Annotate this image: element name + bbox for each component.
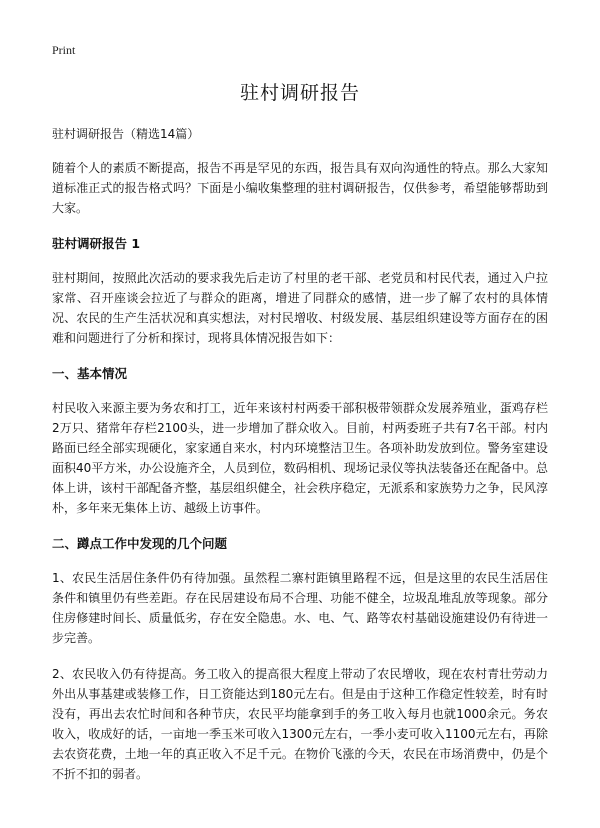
report-heading: 驻村调研报告 1 xyxy=(52,236,141,251)
document-title: 驻村调研报告 xyxy=(239,82,360,104)
section-2-paragraph-2: 2、农民收入仍有待提高。务工收入的提高很大程度上带动了农民增收，现在农村青壮劳动力外出从事基建或装修工作，日工资能达到180元左右。但是由于这种工作稳定性较差，时有时没有，再出去农忙时间和各种节庆，农民平均能拿到手的务工收入每月也就1000余元。务农收入，收成好的话，一亩地一季玉米可收入1300元左右，一季小麦可收入1100元左右，再除去农资花费，土地一年的真正收入不足千元。在物价飞涨的今天，农民在市场消费中，仍是个不折不扣的弱者。 xyxy=(52,667,548,781)
print-label[interactable]: Print xyxy=(52,43,76,57)
document-subtitle: 驻村调研报告（精选14篇） xyxy=(52,127,200,141)
intro-paragraph: 随着个人的素质不断提高，报告不再是罕见的东西，报告具有双向沟通性的特点。那么大家知道标准正式的报告格式吗？下面是小编收集整理的驻村调研报告，仅供参考，希望能够帮助到大家。 xyxy=(52,161,548,215)
report-intro-paragraph: 驻村期间，按照此次活动的要求我先后走访了村里的老干部、老党员和村民代表，通过入户拉家常、召开座谈会拉近了与群众的距离，增进了同群众的感情，进一步了解了农村的具体情况、农民的生产生活状况和真实想法，对村民增收、村级发展、基层组织建设等方面存在的困难和问题进行了分析和探讨，现将具体情况报告如下： xyxy=(52,271,548,345)
section-2-heading: 二、蹲点工作中发现的几个问题 xyxy=(52,536,228,551)
section-1-heading: 一、基本情况 xyxy=(52,366,128,381)
section-1-paragraph: 村民收入来源主要为务农和打工，近年来该村村两委干部积极带领群众发展养殖业，蛋鸡存栏2万只、猪常年存栏2100头，进一步增加了群众收入。目前，村两委班子共有7名干部。村内路面已经全部实现硬化，家家通自来水，村内环境整洁卫生。各项补助发放到位。警务室建设面积40平方米，办公设施齐全，人员到位，数码相机、现场记录仪等执法装备还在配备中。总体上讲，该村干部配备齐整，基层组织健全，社会秩序稳定，无派系和家族势力之争，民风淳朴，多年来无集体上访、越级上访事件。 xyxy=(52,401,548,515)
section-2-paragraph-1: 1、农民生活居住条件仍有待加强。虽然程二寨村距镇里路程不远，但是这里的农民生活居住条件和镇里仍有些差距。存在民居建设布局不合理、功能不健全，垃圾乱堆乱放等现象。部分住房修建时间长、质量低劣，存在安全隐患。水、电、气、路等农村基础设施建设仍有待进一步完善。 xyxy=(52,571,548,645)
